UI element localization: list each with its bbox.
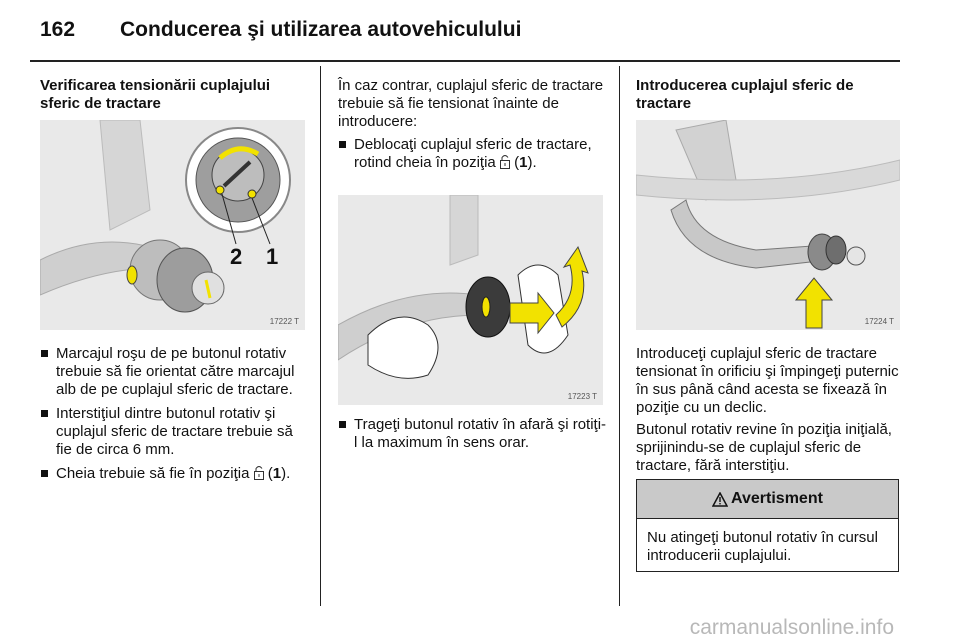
list-item: Marcajul roşu de pe butonul rotativ trebuie să fie orientat către marcajul alb de pe cuplajul sferic de tractare.: [40, 345, 307, 399]
list-item: Interstiţiul dintre butonul rotativ şi cuplajul sferic de tractare trebuie să fie de circa 6 mm.: [40, 405, 307, 459]
column-2-text-top: [338, 77, 608, 174]
warning-title: Avertisment: [731, 490, 823, 507]
warning-header: [637, 480, 898, 519]
figure-label-2: 2: [230, 244, 243, 269]
intro-paragraph: În caz contrar, cuplajul sferic de tractare trebuie să fie tensionat înainte de introducere:: [338, 77, 604, 130]
section-heading-check-tension: Verificarea tensionării cuplajului sferic de tractare: [40, 77, 271, 112]
page-header: [40, 18, 522, 42]
watermark: carmanualsonline.info: [689, 616, 894, 639]
unlocked-icon: [500, 154, 510, 174]
warning-icon: [712, 492, 728, 507]
header-rule: [30, 60, 900, 62]
section-heading-insert: Introducerea cuplajul sferic de tractare: [636, 77, 854, 112]
insert-paragraph-1: Introduceţi cuplajul sferic de tractare tensionat în orificiu şi împingeţi puternic în sus până când acesta se fixează în poziţie cu un declic.: [636, 345, 899, 416]
list-item: Deblocaţi cuplajul sferic de tractare, rotind cheia în poziţia (1).: [338, 136, 608, 174]
unlocked-icon: [254, 465, 264, 485]
column-divider-1: [320, 66, 321, 606]
bullet-square-icon: [339, 421, 346, 428]
bullet-square-icon: [41, 410, 48, 417]
figure-code: 17224 T: [864, 317, 894, 326]
bullet-square-icon: [339, 141, 346, 148]
page-title: Conducerea şi utilizarea autovehiculului: [120, 18, 522, 41]
figure-code: 17222 T: [269, 317, 299, 326]
column-2-text-bottom: [338, 416, 608, 452]
figure-tension-check: [40, 120, 305, 330]
warning-box: [636, 479, 899, 572]
column-divider-2: [619, 66, 620, 606]
insert-paragraph-2: Butonul rotativ revine în poziţia iniţială, sprijinindu-se de cuplajul sferic de tractare, fără interstiţiu.: [636, 421, 892, 474]
bullet-square-icon: [41, 470, 48, 477]
list-item: Trageţi butonul rotativ în afară şi rotiţi-l la maximum în sens orar.: [338, 416, 608, 452]
figure-label-1: 1: [266, 244, 279, 269]
list-item: Cheia trebuie să fie în poziţia (1).: [40, 465, 307, 485]
page-number: 162: [40, 18, 76, 41]
column-3-text: [636, 345, 900, 475]
warning-text: Nu atingeţi butonul rotativ în cursul introducerii cuplajului.: [647, 529, 878, 564]
figure-unlock-knob: [338, 195, 603, 405]
figure-insert-coupling: [636, 120, 900, 330]
bullet-square-icon: [41, 350, 48, 357]
bullet-list-tension: [40, 345, 307, 485]
figure-code: 17223 T: [567, 392, 597, 401]
